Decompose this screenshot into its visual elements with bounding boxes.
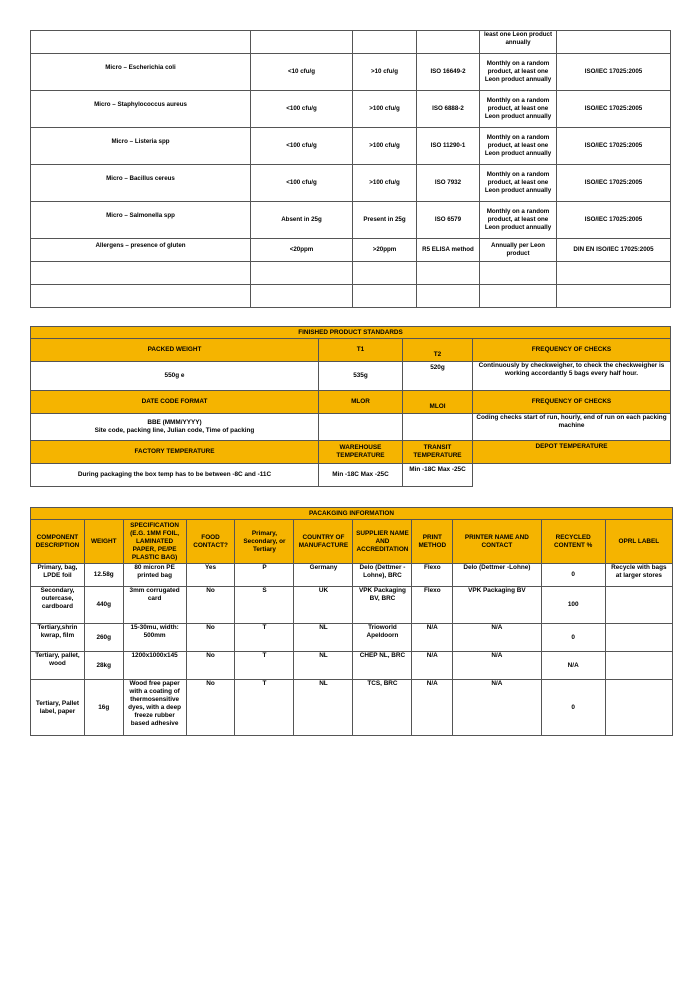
reject-cell: >10 cfu/g xyxy=(353,54,417,91)
reject-cell: Present in 25g xyxy=(353,202,417,239)
depot-temp-value xyxy=(473,464,671,487)
print-method-cell: N/A xyxy=(412,624,453,652)
section-title-row xyxy=(31,508,673,520)
recycled-cell: 0 xyxy=(541,624,605,652)
limit-cell: <100 cfu/g xyxy=(251,91,353,128)
factory-temp-header: FACTORY TEMPERATURE xyxy=(31,441,319,464)
table-row xyxy=(31,652,673,680)
accreditation-cell: DIN EN ISO/IEC 17025:2005 xyxy=(557,239,671,262)
column-header: PRINT METHOD xyxy=(412,520,453,564)
limit-cell xyxy=(251,285,353,308)
packed-weight-header: PACKED WEIGHT xyxy=(31,339,319,362)
depot-temp-header: DEPOT TEMPERATURE xyxy=(473,441,671,464)
reject-cell: >20ppm xyxy=(353,239,417,262)
mlor-value xyxy=(319,414,403,441)
printer-cell: N/A xyxy=(453,624,542,652)
limit-cell: Absent in 25g xyxy=(251,202,353,239)
frequency-cell: Annually per Leon product xyxy=(480,239,557,262)
accreditation-cell xyxy=(557,285,671,308)
weight-check-frequency: Continuously by checkweigher, to check the checkweigher is working accordantly 5 bags every half hour. xyxy=(473,362,671,391)
warehouse-temp-header: WAREHOUSE TEMPERATURE xyxy=(319,441,403,464)
t2-header: T2 xyxy=(403,339,473,362)
t1-header: T1 xyxy=(319,339,403,362)
limit-cell: <100 cfu/g xyxy=(251,165,353,202)
test-name-cell: Allergens – presence of gluten xyxy=(31,239,251,262)
frequency-cell xyxy=(480,285,557,308)
printer-cell: VPK Packaging BV xyxy=(453,587,542,624)
frequency-cell: Monthly on a random product, at least one Leon product annually xyxy=(480,91,557,128)
recycled-cell: 0 xyxy=(541,680,605,736)
reject-cell xyxy=(353,285,417,308)
accreditation-cell xyxy=(557,262,671,285)
limit-cell xyxy=(251,31,353,54)
printer-cell: N/A xyxy=(453,680,542,736)
method-cell: ISO 6888-2 xyxy=(417,91,480,128)
table-row xyxy=(31,587,673,624)
oprl-cell xyxy=(605,624,672,652)
table-row xyxy=(31,128,671,165)
frequency-cell xyxy=(480,262,557,285)
header-row xyxy=(31,520,673,564)
table-row xyxy=(31,202,671,239)
reject-cell xyxy=(353,262,417,285)
oprl-cell xyxy=(605,587,672,624)
limit-cell xyxy=(251,262,353,285)
component-cell: Primary, bag, LPDE foil xyxy=(31,564,85,587)
column-header: FOOD CONTACT? xyxy=(186,520,235,564)
column-header: WEIGHT xyxy=(84,520,123,564)
oprl-cell xyxy=(605,652,672,680)
column-header: SPECIFICATION (E.G. 1MM FOIL, LAMINATED PAPER, PE/PE PLASTIC BAG) xyxy=(123,520,186,564)
limit-cell: <20ppm xyxy=(251,239,353,262)
test-name-cell: Micro – Listeria spp xyxy=(31,128,251,165)
weight-cell: 28kg xyxy=(84,652,123,680)
transit-temp-value: Min -18C Max -25C xyxy=(403,464,473,487)
method-cell: ISO 16649-2 xyxy=(417,54,480,91)
accreditation-cell: ISO/IEC 17025:2005 xyxy=(557,91,671,128)
print-method-cell: Flexo xyxy=(412,587,453,624)
spec-cell: Wood free paper with a coating of thermosensitive dyes, with a deep freeze rubber based adhesive xyxy=(123,680,186,736)
method-cell: ISO 6579 xyxy=(417,202,480,239)
method-cell: R5 ELISA method xyxy=(417,239,480,262)
accreditation-cell: ISO/IEC 17025:2005 xyxy=(557,54,671,91)
component-cell: Tertiary, Pallet label, paper xyxy=(31,680,85,736)
column-header: RECYCLED CONTENT % xyxy=(541,520,605,564)
country-cell: UK xyxy=(294,587,353,624)
food-contact-cell: Yes xyxy=(186,564,235,587)
table-row xyxy=(31,624,673,652)
reject-cell xyxy=(353,31,417,54)
frequency-cell: Monthly on a random product, at least one Leon product annually xyxy=(480,54,557,91)
limit-cell: <10 cfu/g xyxy=(251,54,353,91)
header-row xyxy=(31,339,671,362)
level-cell: T xyxy=(235,652,294,680)
recycled-cell: N/A xyxy=(541,652,605,680)
table-row xyxy=(31,464,671,487)
column-header: OPRL LABEL xyxy=(605,520,672,564)
warehouse-temp-value: Min -18C Max -25C xyxy=(319,464,403,487)
header-row xyxy=(31,441,671,464)
packed-weight-value: 550g e xyxy=(31,362,319,391)
printer-cell: Delo (Dettmer -Lohne) xyxy=(453,564,542,587)
column-header: SUPPLIER NAME AND ACCREDITATION xyxy=(353,520,412,564)
test-name-cell xyxy=(31,262,251,285)
table-row xyxy=(31,54,671,91)
date-code-check-frequency: Coding checks start of run, hourly, end of run on each packing machine xyxy=(473,414,671,441)
table-row xyxy=(31,680,673,736)
country-cell: NL xyxy=(294,680,353,736)
frequency-header: FREQUENCY OF CHECKS xyxy=(473,339,671,362)
frequency-cell: Monthly on a random product, at least one Leon product annually xyxy=(480,202,557,239)
table-row xyxy=(31,91,671,128)
column-header: PRINTER NAME AND CONTACT xyxy=(453,520,542,564)
accreditation-cell xyxy=(557,31,671,54)
factory-temp-value: During packaging the box temp has to be between -8C and -11C xyxy=(31,464,319,487)
weight-cell: 16g xyxy=(84,680,123,736)
reject-cell: >100 cfu/g xyxy=(353,165,417,202)
section-title-row xyxy=(31,327,671,339)
method-cell: ISO 7932 xyxy=(417,165,480,202)
table-row xyxy=(31,362,671,391)
table-row xyxy=(31,414,671,441)
table-row xyxy=(31,564,673,587)
level-cell: T xyxy=(235,680,294,736)
recycled-cell: 100 xyxy=(541,587,605,624)
accreditation-cell: ISO/IEC 17025:2005 xyxy=(557,202,671,239)
date-code-value xyxy=(31,414,319,441)
mloi-value xyxy=(403,414,473,441)
t2-value: 520g xyxy=(403,362,473,391)
mloi-header: MLOI xyxy=(403,391,473,414)
date-code-line: BBE (MMM/YYYY) xyxy=(147,419,202,426)
transit-temp-header: TRANSIT TEMPERATURE xyxy=(403,441,473,464)
spec-cell: 1200x1000x145 xyxy=(123,652,186,680)
level-cell: P xyxy=(235,564,294,587)
reject-cell: >100 cfu/g xyxy=(353,128,417,165)
component-cell: Secondary, outercase, cardboard xyxy=(31,587,85,624)
food-contact-cell: No xyxy=(186,624,235,652)
component-cell: Tertiary,shrin kwrap, film xyxy=(31,624,85,652)
test-name-cell: Micro – Salmonella spp xyxy=(31,202,251,239)
oprl-cell: Recycle with bags at larger stores xyxy=(605,564,672,587)
accreditation-cell: ISO/IEC 17025:2005 xyxy=(557,165,671,202)
table-row xyxy=(31,239,671,262)
limit-cell: <100 cfu/g xyxy=(251,128,353,165)
supplier-cell: CHEP NL, BRC xyxy=(353,652,412,680)
date-code-header: DATE CODE FORMAT xyxy=(31,391,319,414)
country-cell: NL xyxy=(294,624,353,652)
recycled-cell: 0 xyxy=(541,564,605,587)
micro-testing-table xyxy=(30,30,671,308)
finished-product-standards-table xyxy=(30,326,671,487)
table-row xyxy=(31,262,671,285)
spec-cell: 80 micron PE printed bag xyxy=(123,564,186,587)
weight-cell: 440g xyxy=(84,587,123,624)
frequency-cell: Monthly on a random product, at least one Leon product annually xyxy=(480,165,557,202)
weight-cell: 12.58g xyxy=(84,564,123,587)
method-cell xyxy=(417,285,480,308)
column-header: COUNTRY OF MANUFACTURE xyxy=(294,520,353,564)
t1-value: 535g xyxy=(319,362,403,391)
print-method-cell: Flexo xyxy=(412,564,453,587)
spec-cell: 15-30mu, width: 500mm xyxy=(123,624,186,652)
component-cell: Tertiary, pallet, wood xyxy=(31,652,85,680)
oprl-cell xyxy=(605,680,672,736)
mlor-header: MLOR xyxy=(319,391,403,414)
accreditation-cell: ISO/IEC 17025:2005 xyxy=(557,128,671,165)
method-cell xyxy=(417,262,480,285)
print-method-cell: N/A xyxy=(412,680,453,736)
table-row xyxy=(31,31,671,54)
level-cell: S xyxy=(235,587,294,624)
date-code-line: Site code, packing line, Julian code, Time of packing xyxy=(94,427,255,434)
table-row xyxy=(31,285,671,308)
supplier-cell: TCS, BRC xyxy=(353,680,412,736)
reject-cell: >100 cfu/g xyxy=(353,91,417,128)
packaging-information-table xyxy=(30,507,673,736)
printer-cell: N/A xyxy=(453,652,542,680)
test-name-cell: Micro – Bacillus cereus xyxy=(31,165,251,202)
finished-standards-title: FINISHED PRODUCT STANDARDS xyxy=(31,327,671,339)
spec-cell: 3mm corrugated card xyxy=(123,587,186,624)
column-header: COMPONENT DESCRIPTION xyxy=(31,520,85,564)
method-cell: ISO 11290-1 xyxy=(417,128,480,165)
supplier-cell: Delo (Dettmer - Lohne), BRC xyxy=(353,564,412,587)
header-row xyxy=(31,391,671,414)
method-cell xyxy=(417,31,480,54)
test-name-cell xyxy=(31,31,251,54)
frequency-cell: least one Leon product annually xyxy=(480,31,557,54)
test-name-cell: Micro – Staphylococcus aureus xyxy=(31,91,251,128)
test-name-cell xyxy=(31,285,251,308)
column-header: Primary, Secondary, or Tertiary xyxy=(235,520,294,564)
food-contact-cell: No xyxy=(186,652,235,680)
food-contact-cell: No xyxy=(186,680,235,736)
weight-cell: 260g xyxy=(84,624,123,652)
supplier-cell: VPK Packaging BV, BRC xyxy=(353,587,412,624)
packaging-title: PACAKGING INFORMATION xyxy=(31,508,673,520)
print-method-cell: N/A xyxy=(412,652,453,680)
frequency-header-2: FREQUENCY OF CHECKS xyxy=(473,391,671,414)
country-cell: NL xyxy=(294,652,353,680)
supplier-cell: Trioworld Apeldoorn xyxy=(353,624,412,652)
table-row xyxy=(31,165,671,202)
test-name-cell: Micro – Escherichia coli xyxy=(31,54,251,91)
food-contact-cell: No xyxy=(186,587,235,624)
country-cell: Germany xyxy=(294,564,353,587)
level-cell: T xyxy=(235,624,294,652)
frequency-cell: Monthly on a random product, at least one Leon product annually xyxy=(480,128,557,165)
